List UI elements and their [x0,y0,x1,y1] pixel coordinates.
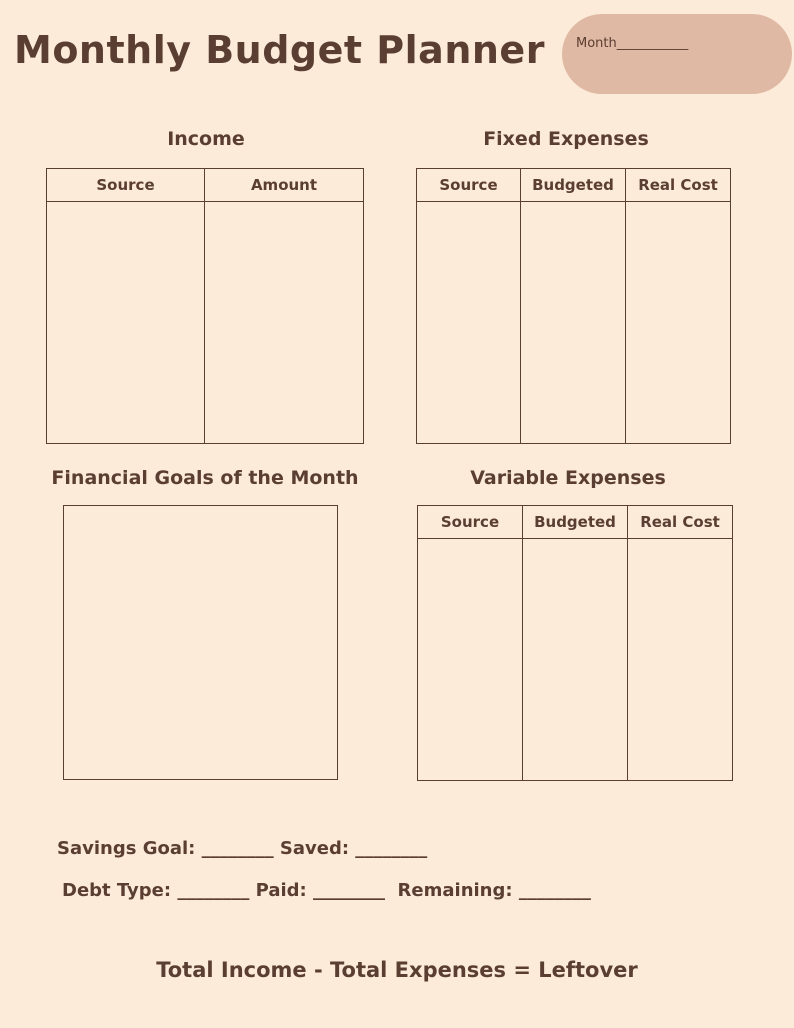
variable-expenses-title: Variable Expenses [470,467,666,489]
fixed-expenses-table [416,168,731,444]
variable-header-source: Source [418,506,523,539]
income-header-source: Source [47,169,205,202]
remaining-field[interactable]: Remaining: ________ [397,880,591,901]
fixed-expenses-title: Fixed Expenses [483,128,649,150]
savings-row [57,838,427,859]
fixed-real-cost-cell[interactable] [626,202,731,444]
paid-field[interactable]: Paid: ________ [255,880,385,901]
fixed-header-budgeted: Budgeted [521,169,626,202]
variable-source-cell[interactable] [418,539,523,781]
income-table [46,168,364,444]
page-title: Monthly Budget Planner [14,28,545,72]
fixed-header-source: Source [417,169,521,202]
leftover-formula: Total Income - Total Expenses = Leftover [156,958,638,982]
savings-goal-field[interactable]: Savings Goal: ________ [57,838,274,859]
fixed-source-cell[interactable] [417,202,521,444]
variable-real-cost-cell[interactable] [628,539,733,781]
variable-header-budgeted: Budgeted [523,506,628,539]
debt-row [62,880,591,901]
month-label: Month___________ [576,36,689,51]
debt-type-field[interactable]: Debt Type: ________ [62,880,250,901]
goals-box[interactable] [63,505,338,780]
goals-title: Financial Goals of the Month [51,467,359,489]
income-title: Income [167,128,245,150]
month-field[interactable] [562,14,792,94]
fixed-budgeted-cell[interactable] [521,202,626,444]
fixed-header-real-cost: Real Cost [626,169,731,202]
variable-budgeted-cell[interactable] [523,539,628,781]
variable-header-real-cost: Real Cost [628,506,733,539]
variable-expenses-table [417,505,733,781]
income-source-cell[interactable] [47,202,205,444]
income-amount-cell[interactable] [205,202,364,444]
saved-field[interactable]: Saved: ________ [279,838,428,859]
income-header-amount: Amount [205,169,364,202]
